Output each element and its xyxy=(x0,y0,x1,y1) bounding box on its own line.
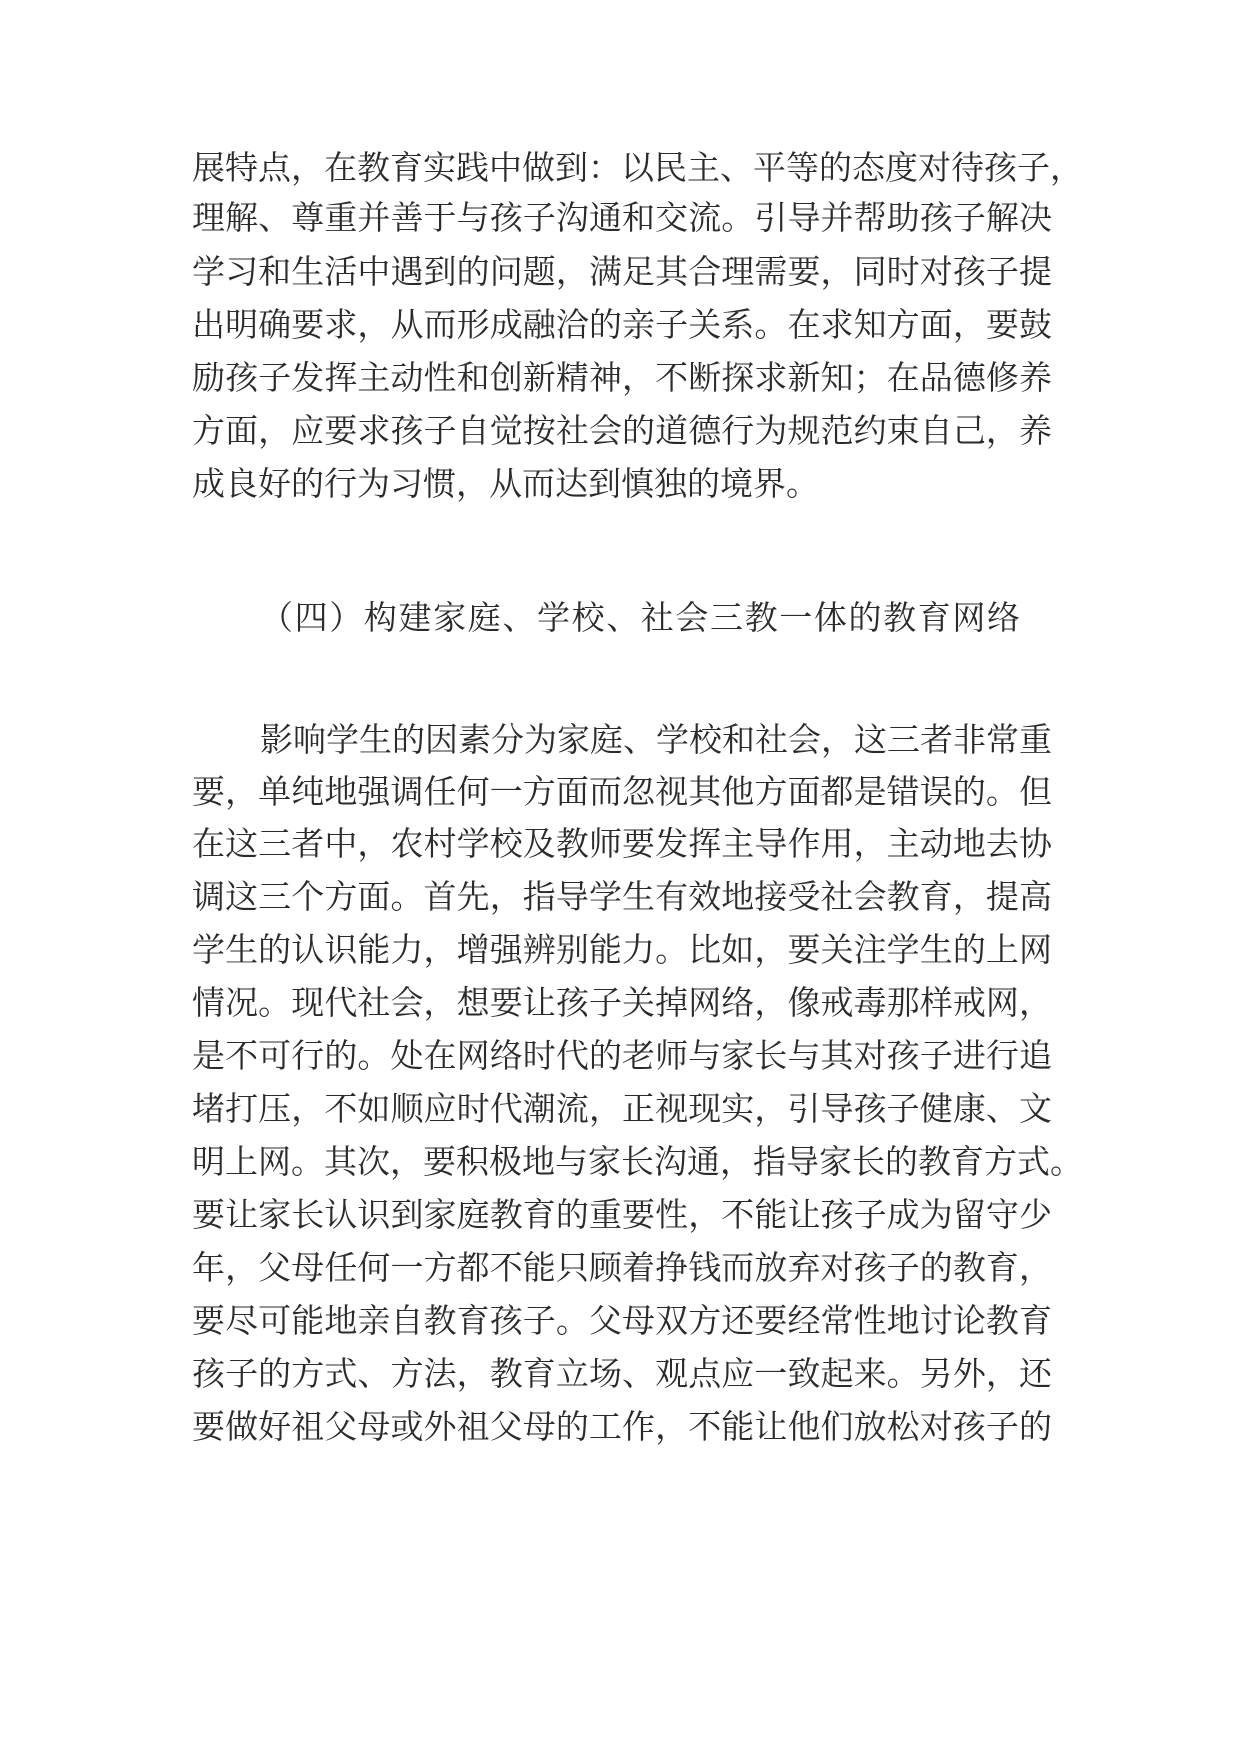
paragraph-line: 在这三者中，农村学校及教师要发挥主导作用，主动地去协 xyxy=(192,824,1052,863)
paragraph-line: 要，单纯地强调任何一方面而忽视其他方面都是错误的。但 xyxy=(192,772,1052,811)
paragraph-line: 展特点，在教育实践中做到：以民主、平等的态度对待孩子， xyxy=(192,148,1083,187)
paragraph-line: 方面，应要求孩子自觉按社会的道德行为规范约束自己，养 xyxy=(192,411,1052,450)
section-heading: （四）构建家庭、学校、社会三教一体的教育网络 xyxy=(260,598,1020,637)
paragraph-line: 要尽可能地亲自教育孩子。父母双方还要经常性地讨论教育 xyxy=(192,1301,1052,1340)
paragraph-line: 出明确要求，从而形成融洽的亲子关系。在求知方面，要鼓 xyxy=(192,305,1052,344)
paragraph-line: 成良好的行为习惯，从而达到慎独的境界。 xyxy=(192,464,819,503)
paragraph-line: 理解、尊重并善于与孩子沟通和交流。引导并帮助孩子解决 xyxy=(192,198,1052,237)
paragraph-line: 影响学生的因素分为家庭、学校和社会，这三者非常重 xyxy=(260,720,1052,759)
paragraph-line: 要让家长认识到家庭教育的重要性，不能让孩子成为留守少 xyxy=(192,1195,1052,1234)
paragraph-line: 要做好祖父母或外祖父母的工作，不能让他们放松对孩子的 xyxy=(192,1407,1052,1446)
paragraph-line: 明上网。其次，要积极地与家长沟通，指导家长的教育方式。 xyxy=(192,1142,1083,1181)
paragraph-line: 学生的认识能力，增强辨别能力。比如，要关注学生的上网 xyxy=(192,930,1052,969)
paragraph-line: 是不可行的。处在网络时代的老师与家长与其对孩子进行追 xyxy=(192,1036,1052,1075)
paragraph-line: 堵打压，不如顺应时代潮流，正视现实，引导孩子健康、文 xyxy=(192,1089,1052,1128)
paragraph-line: 孩子的方式、方法，教育立场、观点应一致起来。另外，还 xyxy=(192,1354,1052,1393)
paragraph-line: 情况。现代社会，想要让孩子关掉网络，像戒毒那样戒网， xyxy=(192,983,1052,1022)
paragraph-line: 调这三个方面。首先，指导学生有效地接受社会教育，提高 xyxy=(192,877,1052,916)
paragraph-line: 学习和生活中遇到的问题，满足其合理需要，同时对孩子提 xyxy=(192,252,1052,291)
paragraph-line: 年，父母任何一方都不能只顾着挣钱而放弃对孩子的教育， xyxy=(192,1248,1052,1287)
paragraph-line: 励孩子发挥主动性和创新精神，不断探求新知；在品德修养 xyxy=(192,358,1052,397)
